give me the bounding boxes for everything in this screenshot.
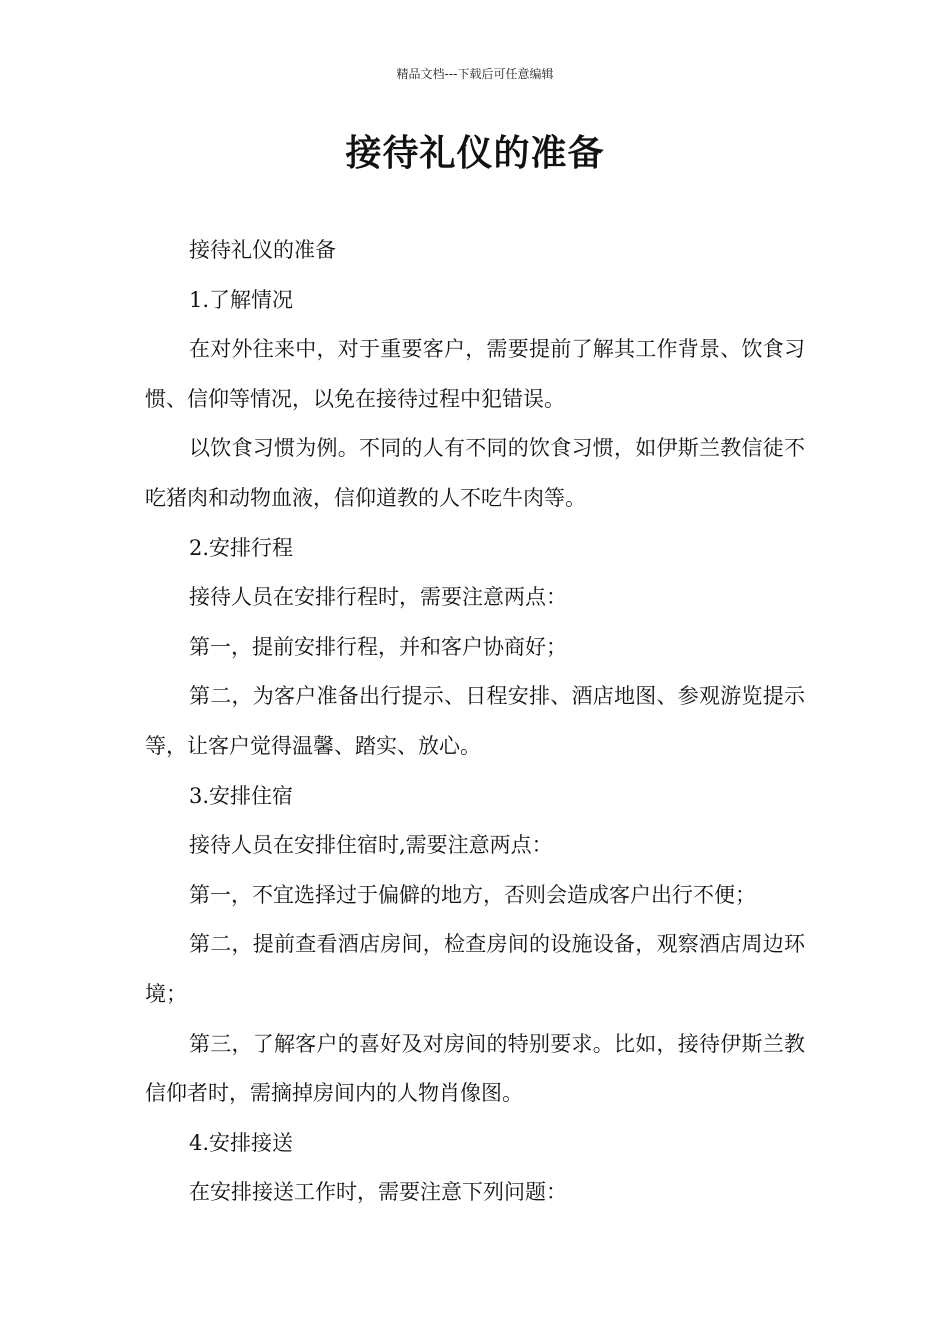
paragraph: 在对外往来中，对于重要客户，需要提前了解其工作背景、饮食习惯、信仰等情况，以免在接待过程中犯错误。 — [145, 337, 805, 411]
section-heading-4: 4.安排接送 — [189, 1130, 294, 1155]
section-heading-2: 2.安排行程 — [189, 535, 294, 560]
paragraph: 以饮食习惯为例。不同的人有不同的饮食习惯，如伊斯兰教信徒不吃猪肉和动物血液，信仰道教的人不吃牛肉等。 — [145, 436, 805, 510]
document-title: 接待礼仪的准备 — [345, 133, 605, 174]
paragraph: 第二，为客户准备出行提示、日程安排、酒店地图、参观游览提示等，让客户觉得温馨、踏实、放心。 — [145, 684, 805, 758]
paragraph: 第一，提前安排行程，并和客户协商好； — [189, 634, 567, 659]
paragraph: 第一，不宜选择过于偏僻的地方，否则会造成客户出行不便； — [189, 882, 756, 907]
header-note: 精品文档---下载后可任意编辑 — [396, 67, 554, 81]
paragraph: 接待人员在安排行程时，需要注意两点： — [189, 585, 567, 610]
paragraph: 第三，了解客户的喜好及对房间的特别要求。比如，接待伊斯兰教信仰者时，需摘掉房间内的人物肖像图。 — [145, 1031, 805, 1106]
paragraph-subtitle: 接待礼仪的准备 — [189, 238, 336, 262]
paragraph: 第二，提前查看酒店房间，检查房间的设施设备，观察酒店周边环境； — [145, 932, 805, 1006]
paragraph: 接待人员在安排住宿时,需要注意两点： — [189, 833, 553, 858]
paragraph: 在安排接送工作时，需要注意下列问题： — [189, 1180, 567, 1205]
section-heading-1: 1.了解情况 — [189, 287, 294, 312]
section-heading-3: 3.安排住宿 — [189, 783, 294, 808]
document-body — [145, 226, 805, 1218]
